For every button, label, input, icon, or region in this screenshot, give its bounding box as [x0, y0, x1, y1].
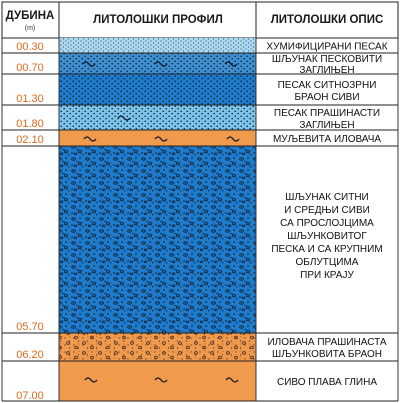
- profile-column-title: ЛИТОЛОШКИ ПРОФИЛ: [93, 14, 223, 26]
- layer-description-line: ПЕСАК СИТНОЗРНИ: [277, 80, 377, 91]
- layer-row: [16, 333, 387, 361]
- layer-pattern: [59, 333, 256, 361]
- layer-row: [16, 105, 380, 131]
- layer-depth: 00.30: [16, 41, 44, 53]
- layer-row: [16, 146, 382, 333]
- layer-description-line: И СРЕДЊИ СИВИ: [284, 205, 370, 216]
- layer-depth: 05.70: [16, 321, 44, 333]
- layer-description-line: ПЕСКА И СА КРУПНИМ: [271, 244, 383, 255]
- layer-description-line: БРАОН СИВИ: [294, 92, 360, 103]
- layer-depth: 06.20: [16, 349, 44, 361]
- layer-description-line: ПЕСАК ПРАШИНАСТИ: [273, 108, 381, 119]
- layer-description-line: ХУМИФИЦИРАНИ ПЕСАК: [266, 41, 388, 53]
- layer-depth: 07.00: [16, 390, 44, 402]
- layer-description-line: ШЉУНАК ПЕСКОВИТИ: [271, 54, 383, 65]
- layer-pattern: [59, 105, 256, 130]
- layer-fill: [59, 361, 256, 401]
- layer-row: [16, 130, 381, 146]
- depth-unit-label: (m): [24, 25, 36, 32]
- layer-description-line: СИВО ПЛАВА ГЛИНА: [276, 377, 378, 388]
- layer-description-line: ИЛОВАЧА ПРАШИНАСТА: [267, 337, 387, 348]
- layer-row: [16, 361, 377, 402]
- layer-description-line: ЗАГЛИЊЕН: [299, 120, 355, 131]
- layer-row: [16, 53, 382, 76]
- layer-depth: 02.10: [16, 134, 44, 146]
- layer-row: [16, 74, 376, 105]
- layer-description-line: ПРИ КРАЈУ: [300, 270, 354, 281]
- layer-pattern: [59, 146, 256, 333]
- layer-description-line: ШЉУНАК СИТНИ: [285, 192, 369, 203]
- layer-description-line: ЗАГЛИЊЕН: [299, 65, 355, 76]
- layer-pattern: [59, 38, 256, 53]
- layer-description-line: МУЉЕВИТА ИЛОВАЧА: [272, 134, 382, 145]
- layer-description-line: ОБЛУТЦИМА: [295, 257, 359, 268]
- layer-pattern: [59, 74, 256, 105]
- layer-row: [16, 38, 387, 53]
- layer-depth: 00.70: [16, 62, 44, 74]
- layer-description-line: ШЉУНКОВИТА БРАОН: [272, 349, 382, 360]
- layer-depth: 01.80: [16, 118, 44, 130]
- layer-description-line: СА ПРОСЛОЈЦИМА: [280, 218, 374, 229]
- layer-depth: 01.30: [16, 93, 44, 105]
- depth-column-title: ДУБИНА: [5, 10, 55, 22]
- layer-description-line: ШЉУНКОВИТОГ: [287, 231, 367, 242]
- description-column-title: ЛИТОЛОШКИ ОПИС: [270, 14, 384, 26]
